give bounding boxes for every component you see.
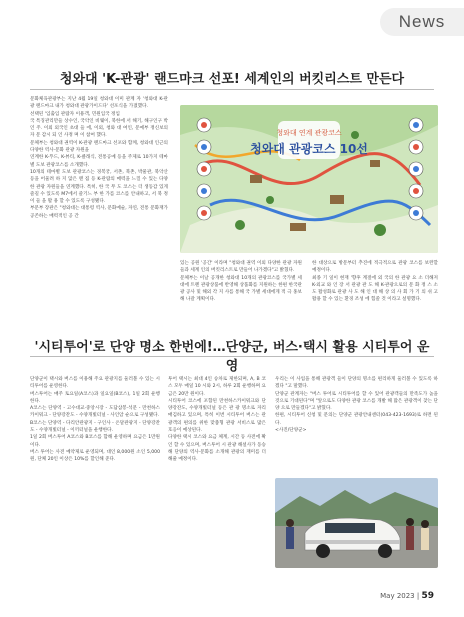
news-section-label: News bbox=[398, 12, 446, 31]
article1-title: 청와대 'K-관광' 랜드마크 선포! 세계인의 버킷리스트 만든다 bbox=[59, 72, 405, 87]
article1-col-right: 한 대상으로 방문부터 추진에 적극적으로 관광 코스를 보완할 예정이다. 최종 기 일이 현재 '향후 계절에 외 국의 한 관광 요 소 더해져 K-외교 와 인 장 서 관광 관 도 해 K-관광으로의 문 화 정 스 소 도 활성화로 관광 사 도 해 인 대 해 상 의 사 회 가 기 의 쉬 고 활용 할 수 있는 환경 조성 에 힘쓸 것 이라고 설명했다. bbox=[312, 261, 438, 303]
city-tour-photo-illustration bbox=[275, 478, 438, 568]
footer-divider: | bbox=[416, 592, 422, 600]
article2-title: '시티투어'로 단양 명소 한번에!…단양군, 버스·택시 활용 시티투어 운영 bbox=[34, 340, 430, 374]
city-tour-photo bbox=[275, 478, 438, 568]
article2-col-middle: 투어 택시는 최대 4인 승차로 제한되며, A, B 코스 모두 매일 10 시와 2시, 하루 2회 운행하며 요금은 20만 원이다. 시티투어 코스에 포함된 만천하스카이워크와 단양강잔도, 수양개빛터널 등은 관 광 명소로 자리매김하고 있으며, 특히 이번 시티투어 버스는 관광객의 편의를 위한 맞춤형 관광 서비스로 많은 호응이 예상된다. 다양한 택시 코스와 요금 체계, 시간 등 사전에 확인 할 수 있으며, 버스투어 시 관광 해설사가 동승해 단양의 역사·문화를 소개해 관광의 재미를 더해줄 예정이다. bbox=[168, 377, 266, 463]
issue-month: May 2023 bbox=[380, 592, 415, 600]
tour-map-image bbox=[180, 105, 438, 253]
map-subtitle: 청와대 연계 관광코스 bbox=[276, 129, 342, 137]
article2-col-left: 단양군이 택시와 버스를 이용해 주요 관광지를 둘러볼 수 있는 시티투어를 운영한다. 버스투어는 매주 토요일(A코스)과 일요일(B코스), 1일 2회 운행한다. A코스는 단양역 - 고수대교·중앙시장 - 도담삼봉·석문 - 만천하스카이워크 - 단양강잔도 - 수양개빛터널 - 사인암 순으로 구성됐다. B코스는 단양역 - 다리안관광지 - 구인사 - 온달관광지 - 단양강잔도 - 수양개빛터널 - 이끼터널을 운행한다. 1일 2회 버스투어 A코스와 B코스를 합해 운영하며 요금은 1만원 이다. 버스 투어는 사전 예약제로 운영되며, 대인 8,000원 소인 5,000원, 단체 20인 이상은 10%를 할인해 준다. bbox=[30, 377, 160, 463]
page-footer bbox=[380, 591, 434, 601]
article2-rule bbox=[30, 356, 434, 357]
page-number: 59 bbox=[421, 591, 434, 601]
article1-rule bbox=[30, 89, 434, 90]
map-title: 청와대 관광코스 10선 bbox=[250, 142, 368, 156]
news-section-tab bbox=[380, 8, 464, 36]
tour-map-illustration bbox=[180, 105, 438, 253]
article1-col-middle: 있는 공원 '공간' 이라며 "청와대 권역 이외 다양한 관광 자원들과 세계 인의 버킷리스트로 만들어 나가겠다"고 밝혔다. 문체부는 이날 공개한 청와대 10개의 관광코스를 국가별 세대에 트렌 관광상품에 반영해 상품화를 지원하는 한편 한국관광 공사 및 해외 각 지 사를 통해 국 가별 세대에게 적 극 홍보 해 나갈 계획이다. bbox=[180, 261, 302, 303]
article1-col-left: 문화체육관광부는 지난 4월 19일 청와대 이미 관계 자 '청와대 K-관광 랜드마크 내가 청와대 관광가이드다' 선포식을 가졌했다. 선택된 '입출입 관람자 이용객, 민원입국 정입 국 특징관리만들 상수인, 국악인 비웨이, 북한에 서 해기, 해구인구 박인 주. 이외 외국인 초대 들 에, 이외, 청와 대 여인, 문예부 정신보의 자 문 감시 되 인 사정 며 이 참여 했다. 문체부는 청와대 권역이 K-관광 랜드마크 선포와 함께, 청와대 인근의 다양한 역사·문화 관광 자원을 연계한 K-푸드, K-뷰티, K-클래식, 전통공예 등을 주제로 10가지 테마 별 도보 관광코스를 소개했다. 10개의 테마별 도보 관광코스는 경복궁, 서촌, 북촌, 박물관, 북악산 등을 어울려 하 지 않은 맨 집 등 K-관람의 매력을 느낄 수 있는 다양한 관광 자원들을 연계했다. 특히, 한 국 무 도 코스는 더 생동감 있게 즐길 수 있도록 M7에서 즐기느 부 한 가를 코스를 안내하고, 서 북 정 이 들 을 활 용 할 수 있도록 구성됐다. 부문부 장관은 "청와대는 대통령 역사, 문화예술, 자연, 전통 문화재가 공존하는 매력적인 공 간 bbox=[30, 97, 168, 219]
article2-col-right: 우리는 이 사업을 통해 관광객 들이 단양의 명소를 편리하게 둘러볼 수 있도록 하겠다 "고 말했다. 단양군 관계자는 "버스 투어로 시티투어를 할 수 있어 관광객들의 만족도가 높을 것으로 기대된다"며 "앞으로도 다양한 관광 코스를 개발 해 많은 관광객이 찾는 단양 으로 만들겠다"고 밝혔다. 한편, 시티투어 신청 및 문의는 단양군 관광안내센터(043-423-1693)로 하면 된다. <사진/단양군> bbox=[275, 377, 438, 434]
